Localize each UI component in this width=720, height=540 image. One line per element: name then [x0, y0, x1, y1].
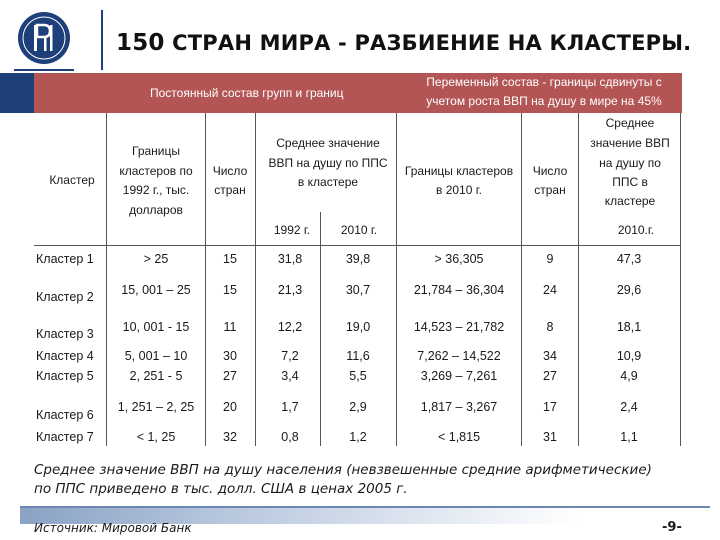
col-year2010: 2010 г.: [340, 223, 378, 237]
cell-bounds2010: < 1,815: [437, 430, 481, 444]
col-avg2-l4: ППС в: [612, 175, 648, 189]
cell-bounds2010: > 36,305: [434, 252, 484, 266]
col-bounds1992-l2: кластеров по: [119, 164, 193, 178]
col-bounds2010-l2: в 2010 г.: [436, 183, 482, 197]
col-bounds2010-l1: Границы кластеров: [404, 164, 514, 178]
col-count1-l2: стран: [214, 183, 246, 197]
cell-v1992: 3,4: [281, 369, 299, 383]
hse-logo: [14, 8, 86, 72]
row-label: Кластер 6: [36, 408, 94, 422]
cell-avg2010: 2,4: [620, 400, 638, 414]
cell-v1992: 21,3: [277, 283, 303, 297]
cell-bounds2010: 14,523 – 21,782: [413, 320, 505, 334]
cell-bounds2010: 7,262 – 14,522: [417, 349, 501, 363]
cell-avg2010: 1,1: [620, 430, 638, 444]
cell-v1992: 7,2: [281, 349, 299, 363]
col-bounds1992-l3: 1992 г., тыс.: [122, 183, 190, 197]
col-year1992: 1992 г.: [273, 223, 311, 237]
grid-vline: [255, 113, 256, 446]
title-number: 150: [116, 30, 165, 56]
cell-n2: 34: [543, 349, 557, 363]
footnote-line2: по ППС приведено в тыс. долл. США в ценах 2005 г.: [34, 481, 408, 497]
cell-v2010: 5,5: [349, 369, 367, 383]
grid-vline: [205, 113, 206, 446]
cell-bounds: > 25: [143, 252, 169, 266]
cell-bounds: < 1, 25: [136, 430, 176, 444]
col-avg-l3: в кластере: [297, 175, 359, 189]
header-variable-l1: Переменный состав - границы сдвинуты с: [426, 75, 662, 89]
cell-bounds: 10, 001 - 15: [122, 320, 190, 334]
row-label: Кластер 5: [36, 369, 94, 383]
cell-bounds: 2, 251 - 5: [129, 369, 183, 383]
cell-n1: 20: [223, 400, 237, 414]
grid-vline: [396, 113, 397, 446]
cell-v1992: 1,7: [281, 400, 299, 414]
footer-rule: [20, 506, 710, 508]
cell-bounds: 1, 251 – 2, 25: [117, 400, 195, 414]
grid-vline: [106, 113, 107, 446]
col-cluster: Кластер: [49, 173, 95, 187]
grid-vline: [578, 113, 579, 446]
cell-v2010: 30,7: [345, 283, 371, 297]
col-avg2-l2: значение ВВП: [590, 136, 670, 150]
cell-bounds2010: 21,784 – 36,304: [413, 283, 505, 297]
cell-avg2010: 29,6: [616, 283, 642, 297]
col-avg2-l5: кластере: [604, 194, 656, 208]
cell-n1: 30: [223, 349, 237, 363]
row-label: Кластер 4: [36, 349, 94, 363]
cell-v2010: 2,9: [349, 400, 367, 414]
col-count2-l2: стран: [534, 183, 566, 197]
cell-avg2010: 4,9: [620, 369, 638, 383]
cell-bounds2010: 3,269 – 7,261: [420, 369, 498, 383]
grid-vline: [320, 212, 321, 446]
cell-n2: 8: [546, 320, 554, 334]
row-label: Кластер 1: [36, 252, 94, 266]
title-text: СТРАН МИРА - РАЗБИЕНИЕ НА КЛАСТЕРЫ.: [172, 31, 692, 55]
cell-v2010: 19,0: [345, 320, 371, 334]
grid-vline: [521, 113, 522, 446]
cell-n1: 11: [223, 320, 237, 334]
title-divider: [101, 10, 103, 70]
page-title: [116, 30, 691, 56]
col-avg2-l1: Среднее: [605, 116, 655, 130]
cell-v1992: 31,8: [277, 252, 303, 266]
col-avg2-l3: на душу по: [599, 156, 661, 170]
col-year2010b: 2010.г.: [617, 223, 655, 237]
page-number: -9-: [662, 520, 682, 535]
col-avg-l2: ВВП на душу по ППС: [268, 156, 388, 170]
cell-bounds2010: 1,817 – 3,267: [420, 400, 498, 414]
header-permanent: Постоянный состав групп и границ: [150, 86, 344, 100]
cell-n1: 15: [223, 252, 237, 266]
cell-v1992: 0,8: [281, 430, 299, 444]
cell-n2: 31: [543, 430, 557, 444]
cell-n1: 32: [223, 430, 237, 444]
cell-v1992: 12,2: [277, 320, 303, 334]
cell-avg2010: 10,9: [616, 349, 642, 363]
row-label: Кластер 3: [36, 327, 94, 341]
footnote: [34, 461, 652, 499]
cell-avg2010: 47,3: [616, 252, 642, 266]
col-count2-l1: Число: [532, 164, 568, 178]
cell-v2010: 1,2: [349, 430, 367, 444]
source-text: Источник: Мировой Банк: [34, 521, 192, 535]
cell-avg2010: 18,1: [616, 320, 642, 334]
grid-hline: [34, 245, 680, 246]
cell-n2: 24: [543, 283, 557, 297]
cell-bounds: 15, 001 – 25: [121, 283, 191, 297]
cell-n2: 27: [543, 369, 557, 383]
row-label: Кластер 2: [36, 290, 94, 304]
grid-vline: [680, 113, 681, 446]
cell-n1: 15: [223, 283, 237, 297]
cell-n1: 27: [223, 369, 237, 383]
footnote-line1: Среднее значение ВВП на душу населения (невзвешенные средние арифметические): [34, 462, 652, 478]
col-avg-l1: Среднее значение: [276, 136, 380, 150]
row-label: Кластер 7: [36, 430, 94, 444]
col-count1-l1: Число: [212, 164, 248, 178]
cell-v2010: 39,8: [345, 252, 371, 266]
header-variable-l2: учетом роста ВВП на душу в мире на 45%: [426, 94, 662, 108]
col-bounds1992-l1: Границы: [132, 144, 180, 158]
col-bounds1992-l4: долларов: [129, 203, 183, 217]
header-accent: [0, 73, 34, 113]
cell-n2: 9: [546, 252, 554, 266]
cell-bounds: 5, 001 – 10: [124, 349, 188, 363]
cell-v2010: 11,6: [346, 349, 370, 363]
cell-n2: 17: [543, 400, 557, 414]
